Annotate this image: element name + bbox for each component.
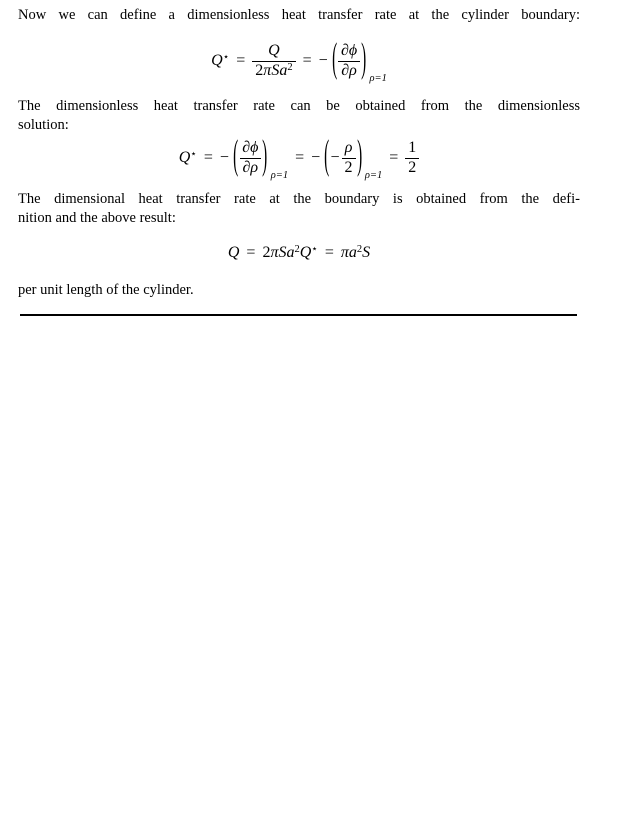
exponent: 2 xyxy=(287,62,293,73)
equation-3 xyxy=(18,240,580,266)
paragraph-1 xyxy=(18,6,580,25)
paragraph-2-line-2: solution: xyxy=(18,117,69,133)
math-symbol-q: Q xyxy=(299,244,312,261)
equals-sign: = xyxy=(389,149,399,166)
partial-derivative-fraction xyxy=(338,43,360,79)
fraction-denominator xyxy=(252,61,295,79)
right-paren: ) xyxy=(262,135,268,179)
math-symbol-q: Q xyxy=(211,52,223,69)
math-q-star xyxy=(179,150,197,166)
term-pia2s xyxy=(341,244,370,261)
fraction-numerator: ∂ϕ xyxy=(242,139,259,156)
variables: πSa xyxy=(270,244,295,261)
star-superscript: ⋆ xyxy=(222,52,230,63)
fraction-denominator: 2 xyxy=(405,158,419,176)
fraction-one-half xyxy=(405,140,419,176)
minus-sign: − xyxy=(330,149,340,166)
equals-sign: = xyxy=(324,244,334,261)
left-paren: ( xyxy=(233,135,239,179)
paragraph-3-line-1: The dimensional heat transfer rate at the boundary is obtained from the defi- xyxy=(18,191,580,207)
fraction-numerator: ∂ϕ xyxy=(340,42,358,59)
paragraph-1-line-1: Now we can define a dimensionless heat transfer rate at the cylinder boundary: xyxy=(18,7,580,23)
minus-sign: − xyxy=(219,149,229,166)
equation-1 xyxy=(18,37,580,85)
paragraph-2 xyxy=(18,97,580,135)
math-q-star xyxy=(211,53,229,69)
minus-sign: − xyxy=(311,149,321,166)
equals-sign: = xyxy=(295,149,305,166)
fraction-denominator: 2 xyxy=(342,158,356,176)
partial-derivative-fraction xyxy=(239,140,261,176)
paragraph-4-line-1: per unit length of the cylinder. xyxy=(18,282,194,298)
section-divider-rule xyxy=(20,314,577,316)
equals-sign: = xyxy=(302,52,312,69)
left-paren: ( xyxy=(331,38,337,82)
subscript-rho-equals-1: ρ=1 xyxy=(270,169,289,181)
star-superscript: ⋆ xyxy=(190,149,197,160)
right-paren: ) xyxy=(356,135,362,179)
term-2pisa2qstar xyxy=(262,244,317,261)
fraction-numerator: 1 xyxy=(408,139,417,156)
fraction-denominator: ∂ρ xyxy=(338,61,360,79)
minus-sign: − xyxy=(318,52,328,69)
right-paren: ) xyxy=(361,38,367,82)
fraction-q-over-2pisa2 xyxy=(252,43,295,79)
fraction-numerator: Q xyxy=(268,42,280,59)
equals-sign: = xyxy=(236,52,246,69)
fraction-numerator: ρ xyxy=(344,139,353,156)
paragraph-3 xyxy=(18,190,580,228)
coefficient: 2 xyxy=(255,62,264,79)
variables: πa xyxy=(340,244,357,261)
coefficient: 2 xyxy=(262,244,271,261)
equals-sign: = xyxy=(203,149,213,166)
subscript-rho-equals-1: ρ=1 xyxy=(364,169,383,181)
paragraph-4 xyxy=(18,281,580,300)
star-superscript: ⋆ xyxy=(311,244,318,255)
subscript-rho-equals-1: ρ=1 xyxy=(369,72,387,84)
equation-2 xyxy=(18,134,580,182)
equals-sign: = xyxy=(246,244,256,261)
math-symbol-q: Q xyxy=(178,149,191,166)
left-paren: ( xyxy=(324,135,330,179)
paragraph-3-line-2: nition and the above result: xyxy=(18,210,176,226)
fraction-rho-over-2 xyxy=(342,140,356,176)
math-symbol-q: Q xyxy=(227,244,240,261)
fraction-denominator: ∂ρ xyxy=(240,158,262,176)
paragraph-2-line-1: The dimensionless heat transfer rate can be obtained from the dimensionless xyxy=(18,98,580,114)
math-symbol-s: S xyxy=(362,244,371,261)
exponent: 2 xyxy=(356,244,363,255)
exponent: 2 xyxy=(294,244,300,255)
variables: πSa xyxy=(263,62,288,79)
